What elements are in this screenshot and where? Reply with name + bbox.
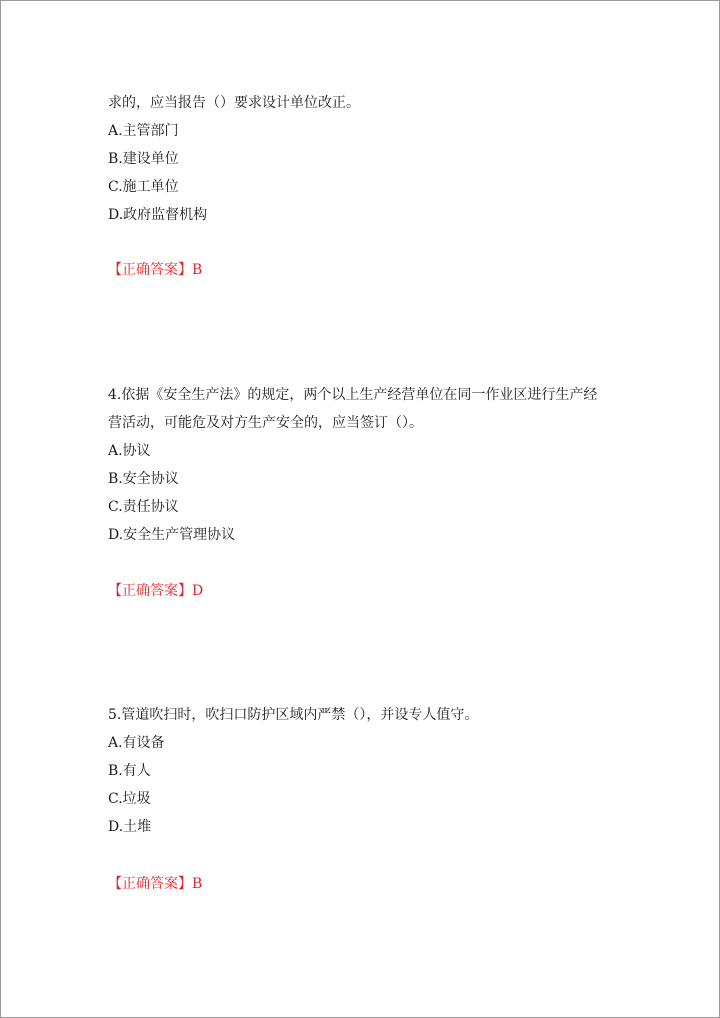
question-3 <box>108 89 648 229</box>
question-5 <box>108 701 648 841</box>
option-a: A.协议 <box>108 443 151 459</box>
option-a: A.有设备 <box>108 735 165 751</box>
option-d: D.土堆 <box>108 819 152 835</box>
option-c: C.施工单位 <box>108 179 179 195</box>
option-c: C.责任协议 <box>108 499 179 515</box>
answer-line-4 <box>108 581 203 601</box>
question-stem-line: 5.管道吹扫时，吹扫口防护区域内严禁（），并设专人值守。 <box>108 707 479 723</box>
answer-line-3 <box>108 260 202 280</box>
question-stem-line: 求的，应当报告（）要求设计单位改正。 <box>108 95 360 111</box>
answer-value: D <box>192 583 204 599</box>
option-a: A.主管部门 <box>108 123 179 139</box>
question-4 <box>108 381 648 549</box>
answer-line-5 <box>108 874 202 894</box>
answer-label: 【正确答案】 <box>108 583 192 599</box>
option-b: B.安全协议 <box>108 471 179 487</box>
answer-label: 【正确答案】 <box>108 876 192 892</box>
option-b: B.有人 <box>108 763 151 779</box>
question-stem-line: 4.依据《安全生产法》的规定，两个以上生产经营单位在同一作业区进行生产经 <box>108 387 598 403</box>
question-stem-line: 营活动，可能危及对方生产安全的，应当签订（）。 <box>108 415 423 431</box>
answer-value: B <box>192 262 203 278</box>
answer-value: B <box>192 876 203 892</box>
option-d: D.政府监督机构 <box>108 207 208 223</box>
option-c: C.垃圾 <box>108 791 151 807</box>
answer-label: 【正确答案】 <box>108 262 192 278</box>
option-d: D.安全生产管理协议 <box>108 527 236 543</box>
option-b: B.建设单位 <box>108 151 179 167</box>
